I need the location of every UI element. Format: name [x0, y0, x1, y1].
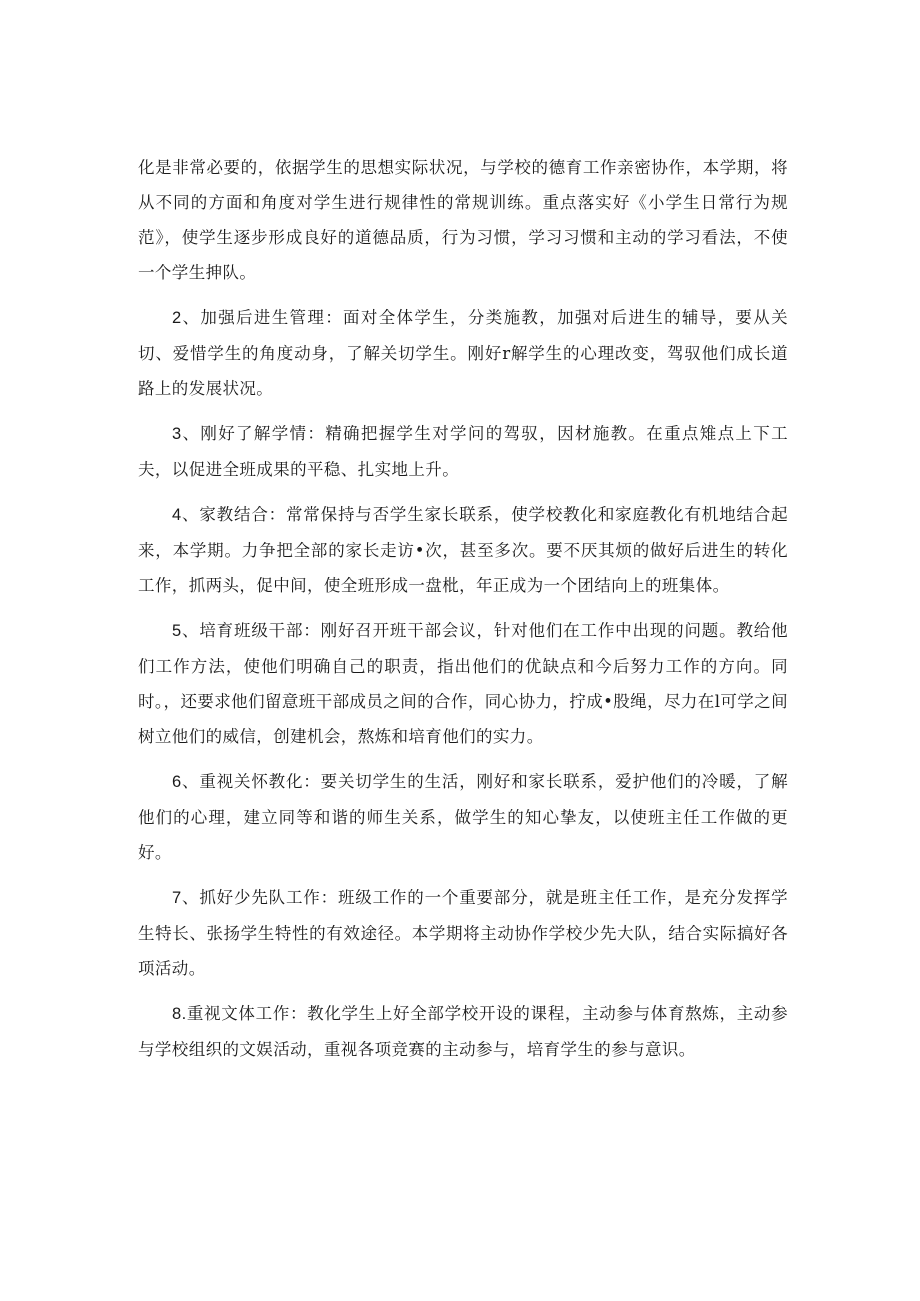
paragraph-item-2: [138, 300, 788, 406]
paragraph-text: 重视文体工作：教化学生上好全部学校开设的课程，主动参与体育熬炼，主动参与学校组织的文娱活动，重视各项竞赛的主动参与，培育学生的参与意识。: [138, 1004, 788, 1059]
paragraph-text: 加强后进生管理：面对全体学生，分类施教，加强对后进生的辅导，要从关切、爱惜学生的角度动身，了解关切学生。刚好r解学生的心理改变，驾驭他们成长道路上的发展状况。: [138, 308, 789, 398]
paragraph-item-6: [138, 764, 788, 870]
paragraph-continuation: [138, 150, 788, 290]
paragraph-item-7: [138, 880, 788, 986]
paragraph-text: 化是非常必要的，依据学生的思想实际状况，与学校的德育工作亲密协作，本学期，将从不同的方面和角度对学生进行规律性的常规训练。重点落实好《小学生日常行为规范》，使学生逐步形成良好的道德品质，行为习惯，学习习惯和主动的学习看法，不使一个学生抻队。: [138, 158, 788, 282]
document-body: [138, 150, 788, 1077]
paragraph-text: 重视关怀教化：要关切学生的生活，刚好和家长联系，爱护他们的冷暖，了解他们的心理，建立同等和谐的师生关系，做学生的知心挚友，以使班主任工作做的更好。: [138, 772, 788, 862]
paragraph-item-4: [138, 497, 788, 603]
paragraph-text: 刚好了解学情：精确把握学生对学问的驾驭，因材施教。在重点雉点上下工夫，以促进全班成果的平稳、扎实地上升。: [138, 424, 789, 479]
paragraph-item-3: [138, 416, 788, 487]
paragraph-text: 家教结合：常常保持与否学生家长联系，使学校教化和家庭教化有机地结合起来，本学期。力争把全部的家长走访•次，甚至多次。要不厌其烦的做好后进生的转化工作，抓两头，促中间，使全班形成一盘枇，年正成为一个团结向上的班集体。: [138, 505, 788, 595]
item-number: 7、: [172, 889, 200, 907]
item-number: 6、: [172, 773, 200, 791]
paragraph-text: 培育班级干部：刚好召开班干部会议，针对他们在工作中出现的问题。教给他们工作方法，使他们明确自己的职责，指出他们的优缺点和今后努力工作的方向。同时。，还要求他们留意班干部成员之间的合作，同心协力，拧成•股绳，尽力在l可学之间树立他们的威信，创建机会，熬炼和培育他们的实力。: [138, 621, 788, 746]
paragraph-text: 抓好少先队工作：班级工作的一个重要部分，就是班主任工作，是充分发挥学生特长、张扬学生特性的有效途径。本学期将主动协作学校少先大队，结合实际搞好各项活动。: [138, 888, 788, 978]
item-number: 2、: [172, 309, 201, 327]
paragraph-item-5: [138, 613, 788, 754]
item-number: 4、: [172, 506, 200, 524]
item-number: 3、: [172, 425, 201, 443]
item-number: 8.: [172, 1005, 187, 1023]
item-number: 5、: [172, 622, 200, 640]
paragraph-item-8: [138, 996, 788, 1067]
